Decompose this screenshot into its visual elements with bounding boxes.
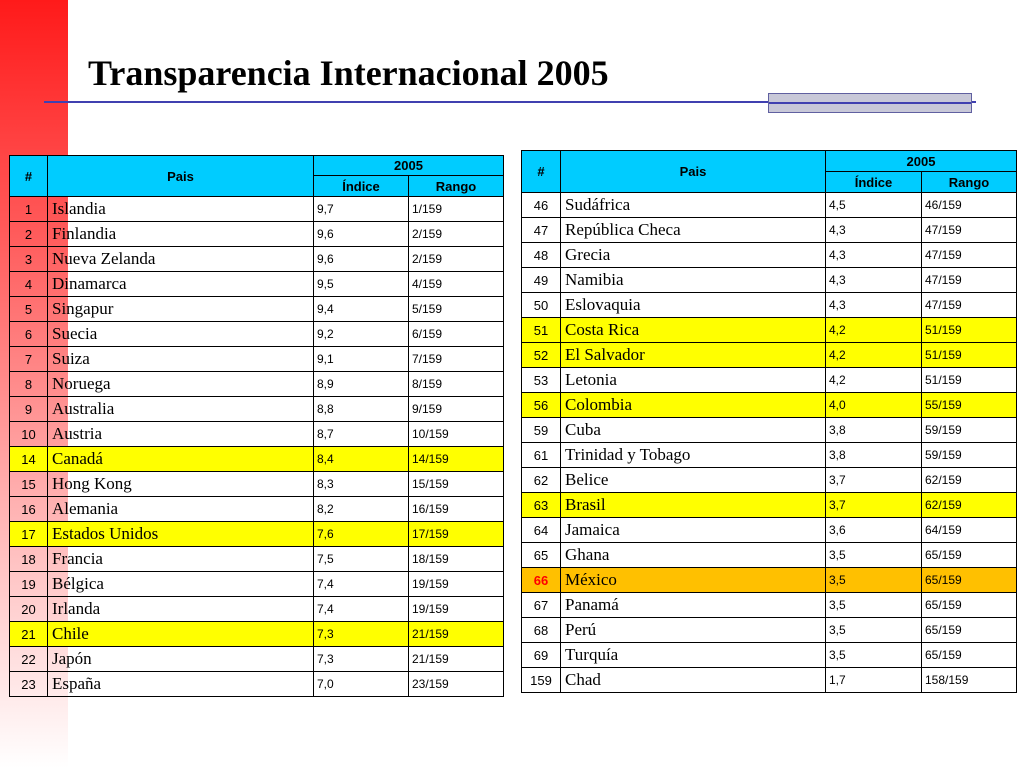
header-country: Pais bbox=[48, 156, 314, 197]
table-row bbox=[522, 218, 1017, 243]
country-cell: Francia bbox=[48, 547, 314, 572]
rank-cell: 14/159 bbox=[409, 447, 504, 472]
index-cell: 9,6 bbox=[314, 222, 409, 247]
index-cell: 9,2 bbox=[314, 322, 409, 347]
rank-number-cell: 16 bbox=[10, 497, 48, 522]
rank-number-cell: 1 bbox=[10, 197, 48, 222]
table-row bbox=[522, 193, 1017, 218]
rank-number-cell: 10 bbox=[10, 422, 48, 447]
rank-cell: 65/159 bbox=[922, 593, 1017, 618]
table-row bbox=[10, 572, 504, 597]
rank-cell: 15/159 bbox=[409, 472, 504, 497]
table-row bbox=[10, 672, 504, 697]
country-cell: Nueva Zelanda bbox=[48, 247, 314, 272]
table-row bbox=[10, 547, 504, 572]
rank-number-cell: 17 bbox=[10, 522, 48, 547]
table-row bbox=[522, 343, 1017, 368]
rank-number-cell: 23 bbox=[10, 672, 48, 697]
table-row bbox=[522, 443, 1017, 468]
rank-number-cell: 67 bbox=[522, 593, 561, 618]
rank-cell: 10/159 bbox=[409, 422, 504, 447]
rank-cell: 17/159 bbox=[409, 522, 504, 547]
rank-number-cell: 63 bbox=[522, 493, 561, 518]
country-cell: Grecia bbox=[561, 243, 826, 268]
index-cell: 7,6 bbox=[314, 522, 409, 547]
rank-cell: 62/159 bbox=[922, 468, 1017, 493]
table-row bbox=[10, 272, 504, 297]
rank-number-cell: 68 bbox=[522, 618, 561, 643]
index-cell: 3,8 bbox=[826, 443, 922, 468]
rank-number-cell: 22 bbox=[10, 647, 48, 672]
rank-cell: 55/159 bbox=[922, 393, 1017, 418]
index-cell: 4,2 bbox=[826, 368, 922, 393]
table-row bbox=[522, 593, 1017, 618]
rank-cell: 21/159 bbox=[409, 622, 504, 647]
rank-number-cell: 159 bbox=[522, 668, 561, 693]
index-cell: 8,9 bbox=[314, 372, 409, 397]
rank-cell: 51/159 bbox=[922, 343, 1017, 368]
index-cell: 3,7 bbox=[826, 468, 922, 493]
index-cell: 3,8 bbox=[826, 418, 922, 443]
table-row bbox=[522, 493, 1017, 518]
rank-cell: 59/159 bbox=[922, 418, 1017, 443]
table-row bbox=[522, 368, 1017, 393]
rank-cell: 47/159 bbox=[922, 293, 1017, 318]
index-cell: 8,2 bbox=[314, 497, 409, 522]
index-cell: 7,4 bbox=[314, 597, 409, 622]
rank-number-cell: 61 bbox=[522, 443, 561, 468]
index-cell: 7,0 bbox=[314, 672, 409, 697]
table-row bbox=[10, 397, 504, 422]
header-index: Índice bbox=[826, 172, 922, 193]
country-cell: Suiza bbox=[48, 347, 314, 372]
rank-cell: 16/159 bbox=[409, 497, 504, 522]
table-row bbox=[10, 222, 504, 247]
table-row bbox=[10, 622, 504, 647]
country-cell: Chile bbox=[48, 622, 314, 647]
index-cell: 7,5 bbox=[314, 547, 409, 572]
country-cell: Australia bbox=[48, 397, 314, 422]
table-row bbox=[522, 243, 1017, 268]
header-country: Pais bbox=[561, 151, 826, 193]
table-row bbox=[10, 372, 504, 397]
rank-number-cell: 20 bbox=[10, 597, 48, 622]
index-cell: 4,2 bbox=[826, 318, 922, 343]
table-row bbox=[522, 543, 1017, 568]
rank-number-cell: 53 bbox=[522, 368, 561, 393]
rank-cell: 1/159 bbox=[409, 197, 504, 222]
country-cell: Jamaica bbox=[561, 518, 826, 543]
index-cell: 4,3 bbox=[826, 243, 922, 268]
rank-number-cell: 6 bbox=[10, 322, 48, 347]
table-row bbox=[10, 347, 504, 372]
rank-number-cell: 56 bbox=[522, 393, 561, 418]
country-cell: Suecia bbox=[48, 322, 314, 347]
table-row bbox=[10, 247, 504, 272]
country-cell: Brasil bbox=[561, 493, 826, 518]
rank-cell: 6/159 bbox=[409, 322, 504, 347]
table-row bbox=[10, 322, 504, 347]
table-row bbox=[10, 522, 504, 547]
rank-cell: 2/159 bbox=[409, 222, 504, 247]
rank-cell: 62/159 bbox=[922, 493, 1017, 518]
rank-cell: 5/159 bbox=[409, 297, 504, 322]
rank-cell: 21/159 bbox=[409, 647, 504, 672]
rank-cell: 59/159 bbox=[922, 443, 1017, 468]
rank-cell: 9/159 bbox=[409, 397, 504, 422]
country-cell: Canadá bbox=[48, 447, 314, 472]
country-cell: Letonia bbox=[561, 368, 826, 393]
rank-number-cell: 7 bbox=[10, 347, 48, 372]
rank-cell: 8/159 bbox=[409, 372, 504, 397]
country-cell: Hong Kong bbox=[48, 472, 314, 497]
country-cell: Cuba bbox=[561, 418, 826, 443]
table-row bbox=[10, 472, 504, 497]
ranking-table-left bbox=[9, 155, 504, 697]
rank-number-cell: 59 bbox=[522, 418, 561, 443]
rank-number-cell: 69 bbox=[522, 643, 561, 668]
index-cell: 8,7 bbox=[314, 422, 409, 447]
index-cell: 3,5 bbox=[826, 543, 922, 568]
index-cell: 4,2 bbox=[826, 343, 922, 368]
country-cell: Costa Rica bbox=[561, 318, 826, 343]
country-cell: Islandia bbox=[48, 197, 314, 222]
rank-cell: 2/159 bbox=[409, 247, 504, 272]
table-row bbox=[10, 597, 504, 622]
index-cell: 9,4 bbox=[314, 297, 409, 322]
rank-cell: 19/159 bbox=[409, 597, 504, 622]
rank-number-cell: 2 bbox=[10, 222, 48, 247]
rank-number-cell: 65 bbox=[522, 543, 561, 568]
table-row bbox=[10, 422, 504, 447]
country-cell: Panamá bbox=[561, 593, 826, 618]
rank-cell: 4/159 bbox=[409, 272, 504, 297]
rank-cell: 19/159 bbox=[409, 572, 504, 597]
country-cell: México bbox=[561, 568, 826, 593]
index-cell: 8,3 bbox=[314, 472, 409, 497]
index-cell: 8,8 bbox=[314, 397, 409, 422]
table-row bbox=[10, 497, 504, 522]
rank-number-cell: 14 bbox=[10, 447, 48, 472]
country-cell: Namibia bbox=[561, 268, 826, 293]
index-cell: 3,6 bbox=[826, 518, 922, 543]
rank-number-cell: 5 bbox=[10, 297, 48, 322]
rank-number-cell: 15 bbox=[10, 472, 48, 497]
index-cell: 3,5 bbox=[826, 593, 922, 618]
index-cell: 7,3 bbox=[314, 622, 409, 647]
rank-number-cell: 18 bbox=[10, 547, 48, 572]
index-cell: 9,6 bbox=[314, 247, 409, 272]
index-cell: 4,5 bbox=[826, 193, 922, 218]
table-row bbox=[522, 643, 1017, 668]
index-cell: 8,4 bbox=[314, 447, 409, 472]
country-cell: Turquía bbox=[561, 643, 826, 668]
rank-number-cell: 52 bbox=[522, 343, 561, 368]
rank-number-cell: 50 bbox=[522, 293, 561, 318]
table-row bbox=[522, 318, 1017, 343]
index-cell: 3,5 bbox=[826, 618, 922, 643]
rank-number-cell: 49 bbox=[522, 268, 561, 293]
header-num: # bbox=[10, 156, 48, 197]
country-cell: Bélgica bbox=[48, 572, 314, 597]
index-cell: 9,5 bbox=[314, 272, 409, 297]
header-num: # bbox=[522, 151, 561, 193]
rank-number-cell: 51 bbox=[522, 318, 561, 343]
rank-number-cell: 66 bbox=[522, 568, 561, 593]
ranking-table-right bbox=[521, 150, 1017, 693]
country-cell: Belice bbox=[561, 468, 826, 493]
country-cell: República Checa bbox=[561, 218, 826, 243]
rank-cell: 65/159 bbox=[922, 643, 1017, 668]
header-index: Índice bbox=[314, 176, 409, 197]
rank-cell: 18/159 bbox=[409, 547, 504, 572]
index-cell: 9,7 bbox=[314, 197, 409, 222]
header-rank: Rango bbox=[922, 172, 1017, 193]
country-cell: Alemania bbox=[48, 497, 314, 522]
country-cell: Chad bbox=[561, 668, 826, 693]
country-cell: Trinidad y Tobago bbox=[561, 443, 826, 468]
index-cell: 9,1 bbox=[314, 347, 409, 372]
table-row bbox=[522, 293, 1017, 318]
table-row bbox=[10, 297, 504, 322]
country-cell: Japón bbox=[48, 647, 314, 672]
table-row bbox=[522, 618, 1017, 643]
rank-cell: 65/159 bbox=[922, 568, 1017, 593]
rank-cell: 46/159 bbox=[922, 193, 1017, 218]
index-cell: 4,3 bbox=[826, 218, 922, 243]
table-row bbox=[522, 518, 1017, 543]
header-year: 2005 bbox=[826, 151, 1017, 172]
country-cell: Noruega bbox=[48, 372, 314, 397]
table-row bbox=[522, 268, 1017, 293]
rank-number-cell: 62 bbox=[522, 468, 561, 493]
country-cell: Colombia bbox=[561, 393, 826, 418]
index-cell: 3,5 bbox=[826, 643, 922, 668]
country-cell: España bbox=[48, 672, 314, 697]
country-cell: Estados Unidos bbox=[48, 522, 314, 547]
index-cell: 3,7 bbox=[826, 493, 922, 518]
table-row bbox=[522, 468, 1017, 493]
rank-number-cell: 8 bbox=[10, 372, 48, 397]
country-cell: Sudáfrica bbox=[561, 193, 826, 218]
rank-number-cell: 47 bbox=[522, 218, 561, 243]
table-row bbox=[522, 393, 1017, 418]
country-cell: Perú bbox=[561, 618, 826, 643]
index-cell: 7,3 bbox=[314, 647, 409, 672]
table-row bbox=[522, 418, 1017, 443]
country-cell: Dinamarca bbox=[48, 272, 314, 297]
rank-number-cell: 64 bbox=[522, 518, 561, 543]
rank-cell: 64/159 bbox=[922, 518, 1017, 543]
rank-cell: 51/159 bbox=[922, 368, 1017, 393]
rank-cell: 47/159 bbox=[922, 243, 1017, 268]
header-rank: Rango bbox=[409, 176, 504, 197]
rank-cell: 23/159 bbox=[409, 672, 504, 697]
rank-number-cell: 19 bbox=[10, 572, 48, 597]
index-cell: 4,3 bbox=[826, 268, 922, 293]
table-row bbox=[10, 647, 504, 672]
table-row bbox=[10, 447, 504, 472]
index-cell: 4,0 bbox=[826, 393, 922, 418]
rank-cell: 65/159 bbox=[922, 543, 1017, 568]
header-year: 2005 bbox=[314, 156, 504, 176]
country-cell: Eslovaquia bbox=[561, 293, 826, 318]
slide-title: Transparencia Internacional 2005 bbox=[88, 53, 609, 93]
country-cell: Ghana bbox=[561, 543, 826, 568]
country-cell: Irlanda bbox=[48, 597, 314, 622]
rank-number-cell: 4 bbox=[10, 272, 48, 297]
index-cell: 4,3 bbox=[826, 293, 922, 318]
rank-cell: 47/159 bbox=[922, 268, 1017, 293]
rank-number-cell: 9 bbox=[10, 397, 48, 422]
rank-cell: 65/159 bbox=[922, 618, 1017, 643]
index-cell: 3,5 bbox=[826, 568, 922, 593]
rank-cell: 51/159 bbox=[922, 318, 1017, 343]
country-cell: El Salvador bbox=[561, 343, 826, 368]
rank-number-cell: 48 bbox=[522, 243, 561, 268]
rank-number-cell: 21 bbox=[10, 622, 48, 647]
decorative-box bbox=[768, 93, 972, 113]
table-row bbox=[10, 197, 504, 222]
table-row bbox=[522, 568, 1017, 593]
country-cell: Singapur bbox=[48, 297, 314, 322]
table-row bbox=[522, 668, 1017, 693]
index-cell: 1,7 bbox=[826, 668, 922, 693]
rank-cell: 47/159 bbox=[922, 218, 1017, 243]
rank-cell: 7/159 bbox=[409, 347, 504, 372]
rank-cell: 158/159 bbox=[922, 668, 1017, 693]
country-cell: Austria bbox=[48, 422, 314, 447]
country-cell: Finlandia bbox=[48, 222, 314, 247]
rank-number-cell: 3 bbox=[10, 247, 48, 272]
index-cell: 7,4 bbox=[314, 572, 409, 597]
rank-number-cell: 46 bbox=[522, 193, 561, 218]
